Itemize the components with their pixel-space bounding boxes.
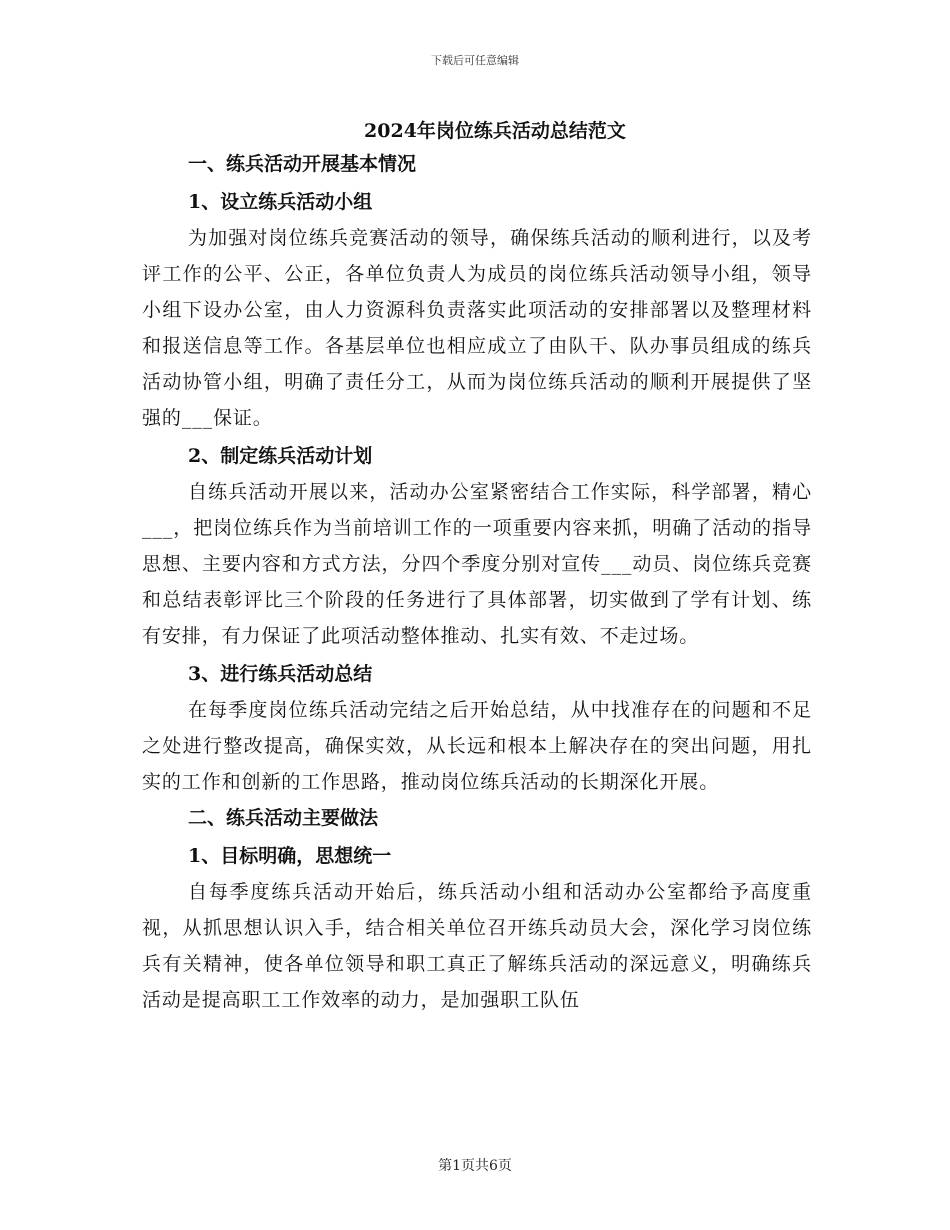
subsection-heading-1-2: 2、制定练兵活动计划 [188, 445, 373, 467]
header-note: 下载后可任意编辑 [431, 54, 519, 67]
paragraph-2-1: 自每季度练兵活动开始后，练兵活动小组和活动办公室都给予高度重视，从抓思想认识入手，结合相关单位召开练兵动员大会，深化学习岗位练兵有关精神，使各单位领导和职工真正了解练兵活动的深远意义，明确练兵活动是提高职工工作效率的动力，是加强职工队伍 [142, 881, 812, 1011]
paragraph-1-2: 自练兵活动开展以来，活动办公室紧密结合工作实际，科学部署，精心___，把岗位练兵作为当前培训工作的一项重要内容来抓，明确了活动的指导思想、主要内容和方式方法，分四个季度分别对宣传___动员、岗位练兵竞赛和总结表彰评比三个阶段的任务进行了具体部署，切实做到了学有计划、练有安排，有力保证了此项活动整体推动、扎实有效、不走过场。 [142, 481, 812, 647]
subsection-heading-2-1: 1、目标明确，思想统一 [188, 845, 392, 867]
section-heading-2: 二、练兵活动主要做法 [188, 807, 379, 829]
document-body [142, 146, 812, 1018]
page-number-footer: 第1页共6页 [438, 1158, 512, 1174]
paragraph-1-3: 在每季度岗位练兵活动完结之后开始总结，从中找准存在的问题和不足之处进行整改提高，确保实效，从长远和根本上解决存在的突出问题，用扎实的工作和创新的工作思路，推动岗位练兵活动的长期深化开展。 [142, 699, 812, 793]
section-heading-1: 一、练兵活动开展基本情况 [188, 153, 417, 175]
document-title: 2024年岗位练兵活动总结范文 [364, 120, 626, 142]
paragraph-1-1: 为加强对岗位练兵竞赛活动的领导，确保练兵活动的顺利进行，以及考评工作的公平、公正，各单位负责人为成员的岗位练兵活动领导小组，领导小组下设办公室，由人力资源科负责落实此项活动的安排部署以及整理材料和报送信息等工作。各基层单位也相应成立了由队干、队办事员组成的练兵活动协管小组，明确了责任分工，从而为岗位练兵活动的顺利开展提供了坚强的___保证。 [142, 227, 812, 429]
subsection-heading-1-1: 1、设立练兵活动小组 [188, 191, 373, 213]
subsection-heading-1-3: 3、进行练兵活动总结 [188, 663, 373, 685]
